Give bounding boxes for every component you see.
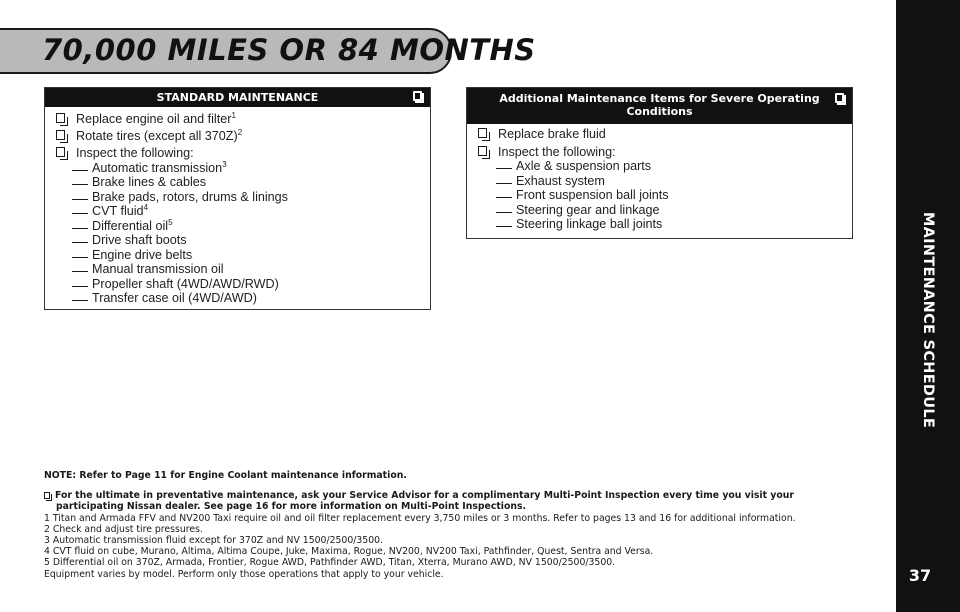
sub-item — [45, 291, 430, 306]
sub-item — [45, 190, 430, 205]
severe-conditions-title: Additional Maintenance Items for Severe Operating — [499, 92, 820, 105]
checkbox-icon — [44, 492, 50, 499]
blank-line — [72, 213, 88, 214]
item-label: Propeller shaft (4WD/AWD/RWD) — [92, 276, 279, 291]
item-label: Steering linkage ball joints — [516, 217, 663, 231]
item-label: Replace engine oil and filter — [76, 112, 232, 126]
list-item — [45, 112, 430, 127]
item-label: Inspect the following: — [76, 146, 194, 160]
blank-line — [496, 212, 512, 213]
section-label: MAINTENANCE SCHEDULE — [920, 211, 936, 429]
item-label: Steering gear and linkage — [516, 202, 660, 217]
footnote-ref: 5 — [168, 217, 173, 227]
tip-line-2: participating Nissan dealer. See page 16 for more information on Multi-Point Inspections. — [56, 501, 527, 513]
item-label: Drive shaft boots — [92, 233, 187, 247]
list-item — [45, 146, 430, 161]
sub-item — [467, 203, 852, 218]
list-item — [467, 127, 852, 142]
sub-item — [45, 248, 430, 263]
checkbox-icon[interactable] — [56, 113, 65, 123]
notes-section — [44, 470, 864, 580]
item-label: Brake lines & cables — [92, 175, 207, 189]
standard-maintenance-header — [45, 88, 430, 107]
page-title: 70,000 MILES OR 84 MONTHS — [42, 33, 536, 67]
sub-item — [45, 204, 430, 219]
sub-item — [45, 219, 430, 234]
checkbox-icon — [835, 93, 844, 103]
standard-maintenance-title: STANDARD MAINTENANCE — [156, 91, 319, 104]
item-label: Transfer case oil (4WD/AWD) — [92, 291, 257, 305]
coolant-note: NOTE: Refer to Page 11 for Engine Coolant maintenance information. — [44, 470, 407, 481]
standard-items-list — [45, 107, 430, 306]
blank-line — [72, 199, 88, 200]
list-item — [467, 145, 852, 160]
sub-item — [45, 175, 430, 190]
severe-conditions-box — [466, 87, 853, 239]
list-item — [45, 129, 430, 144]
blank-line — [72, 170, 88, 171]
blank-line — [72, 286, 88, 287]
item-label: CVT fluid — [92, 204, 144, 218]
blank-line — [496, 168, 512, 169]
blank-line — [496, 226, 512, 227]
item-label: Engine drive belts — [92, 247, 193, 262]
checkbox-icon[interactable] — [478, 128, 487, 138]
sub-item — [45, 161, 430, 176]
severe-items-list — [467, 124, 852, 232]
footnote: 3 Automatic transmission fluid except for 370Z and NV 1500/2500/3500. — [44, 535, 383, 547]
blank-line — [72, 300, 88, 301]
blank-line — [72, 228, 88, 229]
item-label: Exhaust system — [516, 173, 605, 188]
checkbox-icon — [413, 91, 422, 101]
item-label: Rotate tires (except all 370Z) — [76, 129, 238, 143]
footnote-ref: 4 — [143, 202, 149, 212]
footnote: 5 Differential oil on 370Z, Armada, Frontier, Rogue AWD, Pathfinder AWD, Titan, Xterra, Murano AWD, NV 1500/2500/3500. — [44, 557, 616, 569]
item-label: Differential oil — [92, 218, 169, 233]
sub-item — [45, 262, 430, 277]
item-label: Replace brake fluid — [498, 127, 606, 141]
item-label: Brake pads, rotors, drums & linings — [92, 189, 288, 204]
footnote: 4 CVT fluid on cube, Murano, Altima, Altima Coupe, Juke, Maxima, Rogue, NV200, NV200 Taxi, Pathfinder, Quest, Sentra and Versa. — [44, 546, 654, 558]
blank-line — [72, 257, 88, 258]
footnote: 1 Titan and Armada FFV and NV200 Taxi require oil and oil filter replacement every 3,750 miles or 3 months. Refer to pages 13 and 16 for additional information. — [44, 512, 796, 524]
footnote-ref: 2 — [237, 127, 243, 137]
sub-item — [45, 277, 430, 292]
blank-line — [72, 271, 88, 272]
sub-item — [467, 217, 852, 232]
footnote-ref: 1 — [231, 110, 236, 120]
blank-line — [496, 183, 512, 184]
footnote: Equipment varies by model. Perform only those operations that apply to your vehicle. — [44, 568, 444, 580]
footnote: 2 Check and adjust tire pressures. — [44, 523, 203, 535]
severe-conditions-title-line2: Conditions — [626, 104, 693, 118]
checkbox-icon[interactable] — [56, 147, 65, 157]
sub-item — [467, 174, 852, 189]
blank-line — [72, 184, 88, 185]
item-label: Front suspension ball joints — [516, 188, 669, 202]
checkbox-icon[interactable] — [478, 146, 487, 156]
page-number: 37 — [908, 566, 932, 585]
item-label: Axle & suspension parts — [516, 159, 652, 173]
checkbox-icon[interactable] — [56, 130, 65, 140]
blank-line — [72, 242, 88, 243]
blank-line — [496, 197, 512, 198]
severe-conditions-header — [467, 88, 852, 124]
tip-line-1: For the ultimate in preventative maintenance, ask your Service Advisor for a complimentary Multi-Point Inspection every time you visit your — [55, 490, 794, 502]
multi-point-tip — [44, 490, 864, 501]
sub-item — [45, 233, 430, 248]
item-label: Inspect the following: — [498, 144, 616, 159]
standard-maintenance-box — [44, 87, 431, 310]
item-label: Automatic transmission — [92, 160, 223, 175]
sub-item — [467, 188, 852, 203]
item-label: Manual transmission oil — [92, 262, 224, 276]
footnote-ref: 3 — [222, 159, 227, 169]
sub-item — [467, 159, 852, 174]
